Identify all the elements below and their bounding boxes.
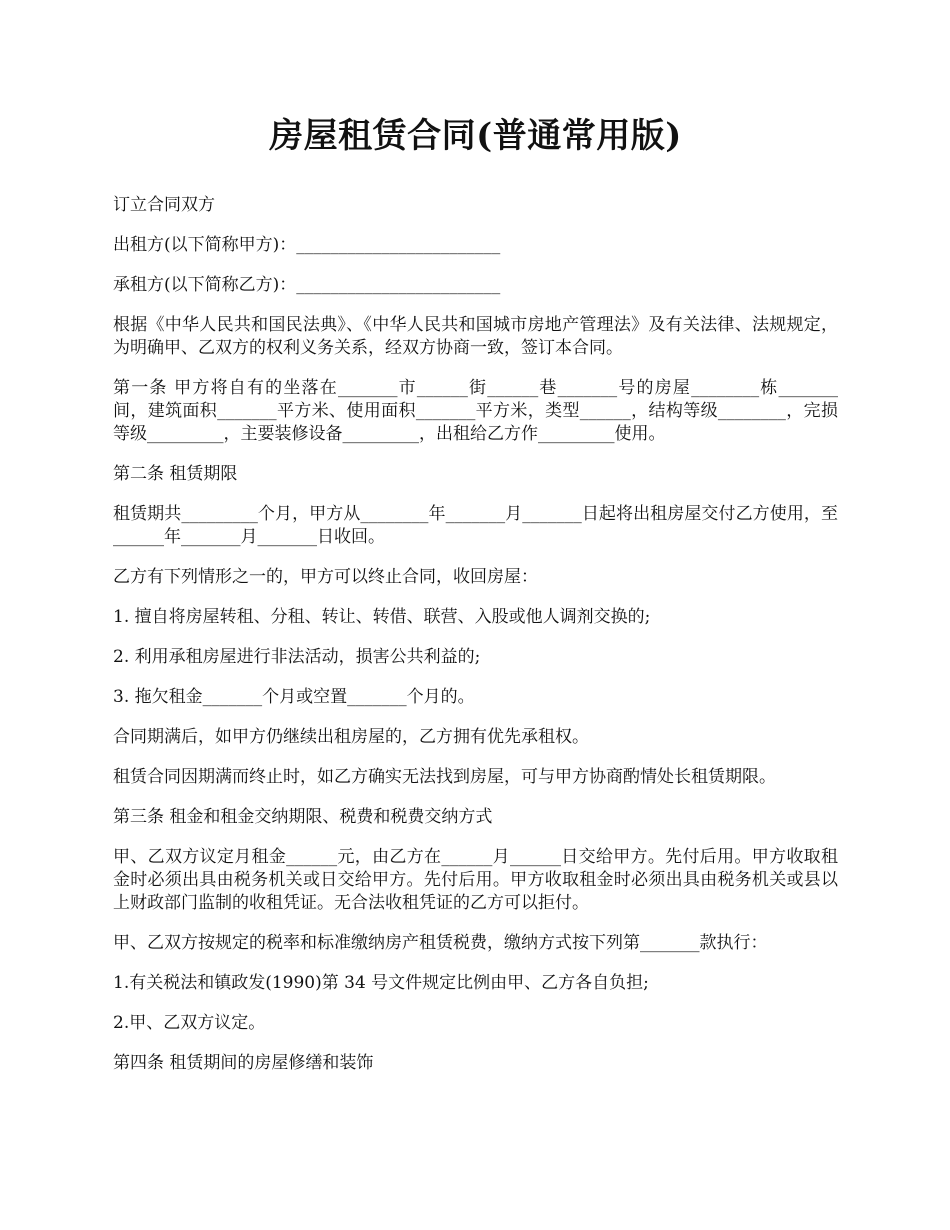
list-item-termination-1: 1. 擅自将房屋转租、分租、转让、转借、联营、入股或他人调剂交换的; — [113, 607, 651, 627]
heading-article-3: 第三条 租金和租金交纳期限、税费和税费交纳方式 — [113, 807, 493, 827]
heading-article-2: 第二条 租赁期限 — [113, 464, 238, 484]
list-item-tax-2: 2.甲、乙双方议定。 — [113, 1013, 266, 1033]
list-item-termination-2: 2. 利用承租房屋进行非法活动，损害公共利益的; — [113, 647, 481, 667]
paragraph-termination-intro: 乙方有下列情形之一的，甲方可以终止合同，收回房屋： — [113, 567, 538, 587]
paragraph-contract-parties: 订立合同双方 — [113, 195, 215, 215]
list-item-termination-3: 3. 拖欠租金_______个月或空置_______个月的。 — [113, 687, 475, 707]
paragraph-extension: 租赁合同因期满而终止时，如乙方确实无法找到房屋，可与甲方协商酌情处长租赁期限。 — [113, 767, 776, 787]
paragraph-lease-term: 租赁期共_________个月，甲方从________年_______月_______日起将出租房屋交付乙方使用，至______年_______月_______日收回。 — [113, 504, 838, 547]
paragraph-lessor: 出租方(以下简称甲方)：________________________ — [113, 235, 501, 255]
paragraph-tax-payment: 甲、乙双方按规定的税率和标准缴纳房产租赁税费，缴纳方式按下列第_______款执行： — [113, 933, 768, 953]
document-title: 房屋租赁合同(普通常用版) — [269, 116, 682, 156]
heading-article-4: 第四条 租赁期间的房屋修缮和装饰 — [113, 1053, 374, 1073]
paragraph-lessee: 承租方(以下简称乙方)：________________________ — [113, 275, 501, 295]
paragraph-article-1: 第一条 甲方将自有的坐落在_______市______街______巷_______号的房屋________栋_______间，建筑面积_______平方米、使用面积_______平方米，类型______，结构等级________，完损等级_________，主要装修设备_________，出租给乙方作_________使用。 — [113, 378, 838, 444]
paragraph-rent-payment: 甲、乙双方议定月租金______元，由乙方在______月______日交给甲方。先付后用。甲方收取租金时必须出具由税务机关或日交给甲方。先付后用。甲方收取租金时必须出具由税务机关或县以上财政部门监制的收租凭证。无合法收租凭证的乙方可以拒付。 — [113, 847, 838, 913]
list-item-tax-1: 1.有关税法和镇政发(1990)第 34 号文件规定比例由甲、乙方各自负担; — [113, 973, 649, 993]
paragraph-legal-basis: 根据《中华人民共和国民法典》、《中华人民共和国城市房地产管理法》及有关法律、法规规定，为明确甲、乙双方的权利义务关系，经双方协商一致，签订本合同。 — [113, 315, 838, 358]
paragraph-priority-renewal: 合同期满后，如甲方仍继续出租房屋的，乙方拥有优先承租权。 — [113, 727, 589, 747]
